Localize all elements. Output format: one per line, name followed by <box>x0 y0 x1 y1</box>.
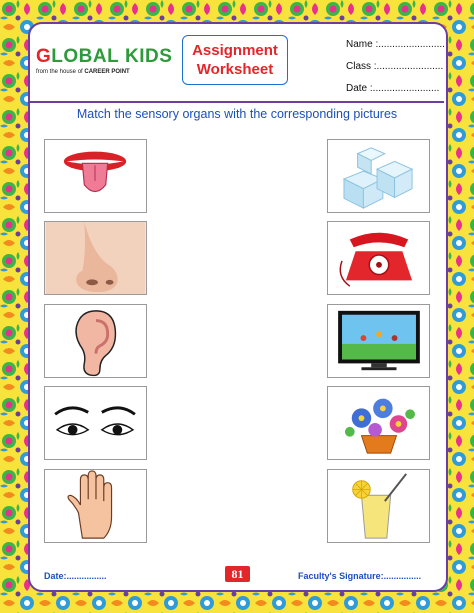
footer-date[interactable]: Date:................ <box>44 571 107 581</box>
lemonade-picture[interactable] <box>327 469 430 543</box>
title-line-2: Worksheet <box>196 61 274 78</box>
nose-icon <box>45 222 146 294</box>
television-icon <box>328 305 429 377</box>
class-field[interactable]: Class :........................ <box>346 61 444 72</box>
telephone-icon <box>328 222 429 294</box>
eyes-icon <box>45 387 146 459</box>
television-picture[interactable] <box>327 304 430 378</box>
faculty-signature[interactable]: Faculty's Signature:............... <box>298 571 422 581</box>
logo-wordmark: GLOBAL KIDS <box>36 46 173 67</box>
date-field[interactable]: Date :........................ <box>346 83 440 94</box>
global-kids-logo <box>36 46 173 82</box>
nose-picture[interactable] <box>44 221 147 295</box>
hand-picture[interactable] <box>44 469 147 543</box>
eyes-picture[interactable] <box>44 386 147 460</box>
hand-icon <box>45 470 146 542</box>
tongue-icon <box>45 140 146 212</box>
title-line-1: Assignment <box>192 42 278 59</box>
instruction-text: Match the sensory organs with the corresponding pictures <box>76 107 398 121</box>
tongue-picture[interactable] <box>44 139 147 213</box>
logo-tagline: from the house of CAREER POINT <box>36 69 130 75</box>
telephone-picture[interactable] <box>327 221 430 295</box>
name-field[interactable]: Name :........................ <box>346 39 445 50</box>
ear-picture[interactable] <box>44 304 147 378</box>
flowers-icon <box>328 387 429 459</box>
lemonade-icon <box>328 470 429 542</box>
ice-cubes-icon <box>328 140 429 212</box>
ear-icon <box>45 305 146 377</box>
ice-cubes-picture[interactable] <box>327 139 430 213</box>
student-fields <box>346 38 445 104</box>
page-number: 81 <box>225 566 250 582</box>
flowers-picture[interactable] <box>327 386 430 460</box>
worksheet-title <box>182 35 288 85</box>
